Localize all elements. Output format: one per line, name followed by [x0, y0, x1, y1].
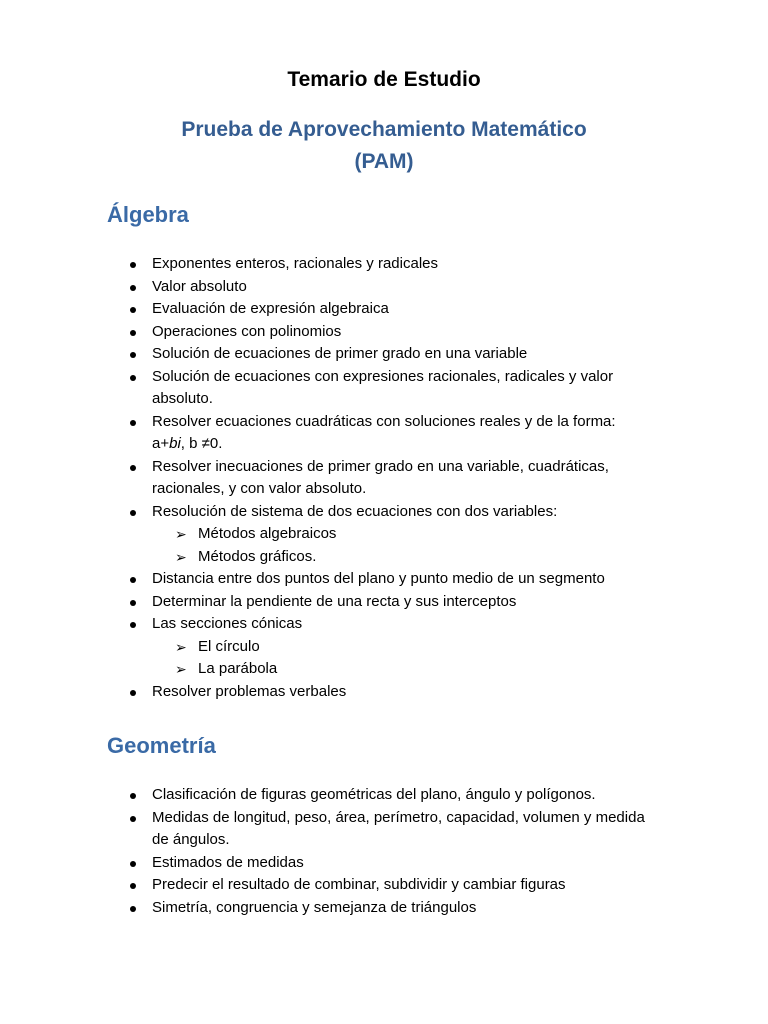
geometria-topic-list — [0, 784, 768, 919]
arrowhead-bullet-icon: ➢ — [175, 661, 187, 677]
bullet-icon — [130, 307, 136, 313]
list-item-text: Solución de ecuaciones con expresiones racionales, radicales y valor absoluto. — [152, 367, 614, 407]
bullet-icon — [130, 375, 136, 381]
bullet-icon — [130, 861, 136, 867]
list-item-text: Simetría, congruencia y semejanza de triángulos — [152, 898, 477, 916]
bullet-icon — [130, 510, 136, 516]
list-item — [0, 366, 768, 411]
list-item — [0, 501, 768, 524]
list-item — [0, 343, 768, 366]
list-item-text: Medidas de longitud, peso, área, perímetro, capacidad, volumen y medida de ángulos. — [152, 808, 645, 848]
list-item-text: Distancia entre dos puntos del plano y punto medio de un segmento — [152, 570, 605, 587]
sub-list-item — [0, 546, 768, 569]
list-item — [0, 568, 768, 591]
list-item — [0, 784, 768, 807]
list-item-text: Resolver inecuaciones de primer grado en una variable, cuadráticas, racionales, y con valor absoluto. — [152, 457, 609, 497]
arrowhead-bullet-icon: ➢ — [175, 548, 187, 565]
list-item-text: Estimados de medidas — [152, 853, 304, 871]
list-item — [0, 411, 768, 456]
list-item-text: Las secciones cónicas — [152, 615, 303, 632]
bullet-icon — [130, 622, 136, 628]
list-item — [0, 897, 768, 920]
bullet-icon — [130, 420, 136, 426]
list-item-text — [152, 413, 616, 453]
document-title: Temario de Estudio — [287, 68, 481, 91]
bullet-icon — [130, 690, 136, 696]
bullet-icon — [130, 793, 136, 799]
list-item — [0, 874, 768, 897]
sub-list-item-text: El círculo — [198, 637, 260, 655]
sub-list-item — [0, 636, 768, 659]
bullet-icon — [130, 262, 136, 268]
list-item — [0, 852, 768, 875]
arrowhead-bullet-icon: ➢ — [175, 638, 187, 655]
list-item-text: Predecir el resultado de combinar, subdividir y cambiar figuras — [152, 876, 566, 893]
list-item — [0, 613, 768, 636]
list-item-text-italic: bi — [169, 435, 181, 452]
list-item-text-part: , b ≠0. — [180, 435, 223, 452]
list-item-text: Operaciones con polinomios — [152, 322, 342, 340]
bullet-icon — [130, 577, 136, 583]
sub-list-item — [0, 523, 768, 546]
list-item-text: Solución de ecuaciones de primer grado en una variable — [152, 345, 528, 362]
section-heading-algebra: Álgebra — [107, 202, 189, 227]
bullet-icon — [130, 465, 136, 471]
list-item-text: Determinar la pendiente de una recta y sus interceptos — [152, 592, 517, 610]
list-item — [0, 456, 768, 501]
bullet-icon — [130, 600, 136, 606]
algebra-topic-list — [0, 253, 768, 703]
subtitle-line-2: (PAM) — [354, 150, 414, 173]
sub-list-item-text: Métodos algebraicos — [198, 525, 337, 542]
list-item-text-part: Resolver ecuaciones cuadráticas con soluciones reales y de la forma: a+ — [152, 412, 616, 452]
list-item — [0, 276, 768, 299]
subtitle-line-1: Prueba de Aprovechamiento Matemático — [181, 118, 587, 141]
arrowhead-bullet-icon: ➢ — [175, 526, 187, 542]
list-item-text: Resolver problemas verbales — [152, 682, 347, 700]
sub-list-item-text: Métodos gráficos. — [198, 547, 317, 565]
bullet-icon — [130, 906, 136, 912]
list-item — [0, 321, 768, 344]
list-item-text: Valor absoluto — [152, 277, 247, 295]
list-item — [0, 591, 768, 614]
bullet-icon — [130, 816, 136, 822]
list-item — [0, 298, 768, 321]
bullet-icon — [130, 330, 136, 336]
section-heading-geometria: Geometría — [107, 733, 216, 758]
list-item-text: Clasificación de figuras geométricas del plano, ángulo y polígonos. — [152, 786, 596, 803]
bullet-icon — [130, 883, 136, 889]
document-subtitle — [0, 114, 768, 178]
list-item — [0, 807, 768, 852]
list-item-text: Evaluación de expresión algebraica — [152, 300, 389, 317]
list-item — [0, 681, 768, 704]
sub-list-item-text: La parábola — [198, 660, 278, 677]
list-item — [0, 253, 768, 276]
list-item-text: Resolución de sistema de dos ecuaciones con dos variables: — [152, 502, 558, 520]
bullet-icon — [130, 285, 136, 291]
list-item-text: Exponentes enteros, racionales y radicales — [152, 255, 438, 272]
sub-list-item — [0, 658, 768, 681]
bullet-icon — [130, 352, 136, 358]
